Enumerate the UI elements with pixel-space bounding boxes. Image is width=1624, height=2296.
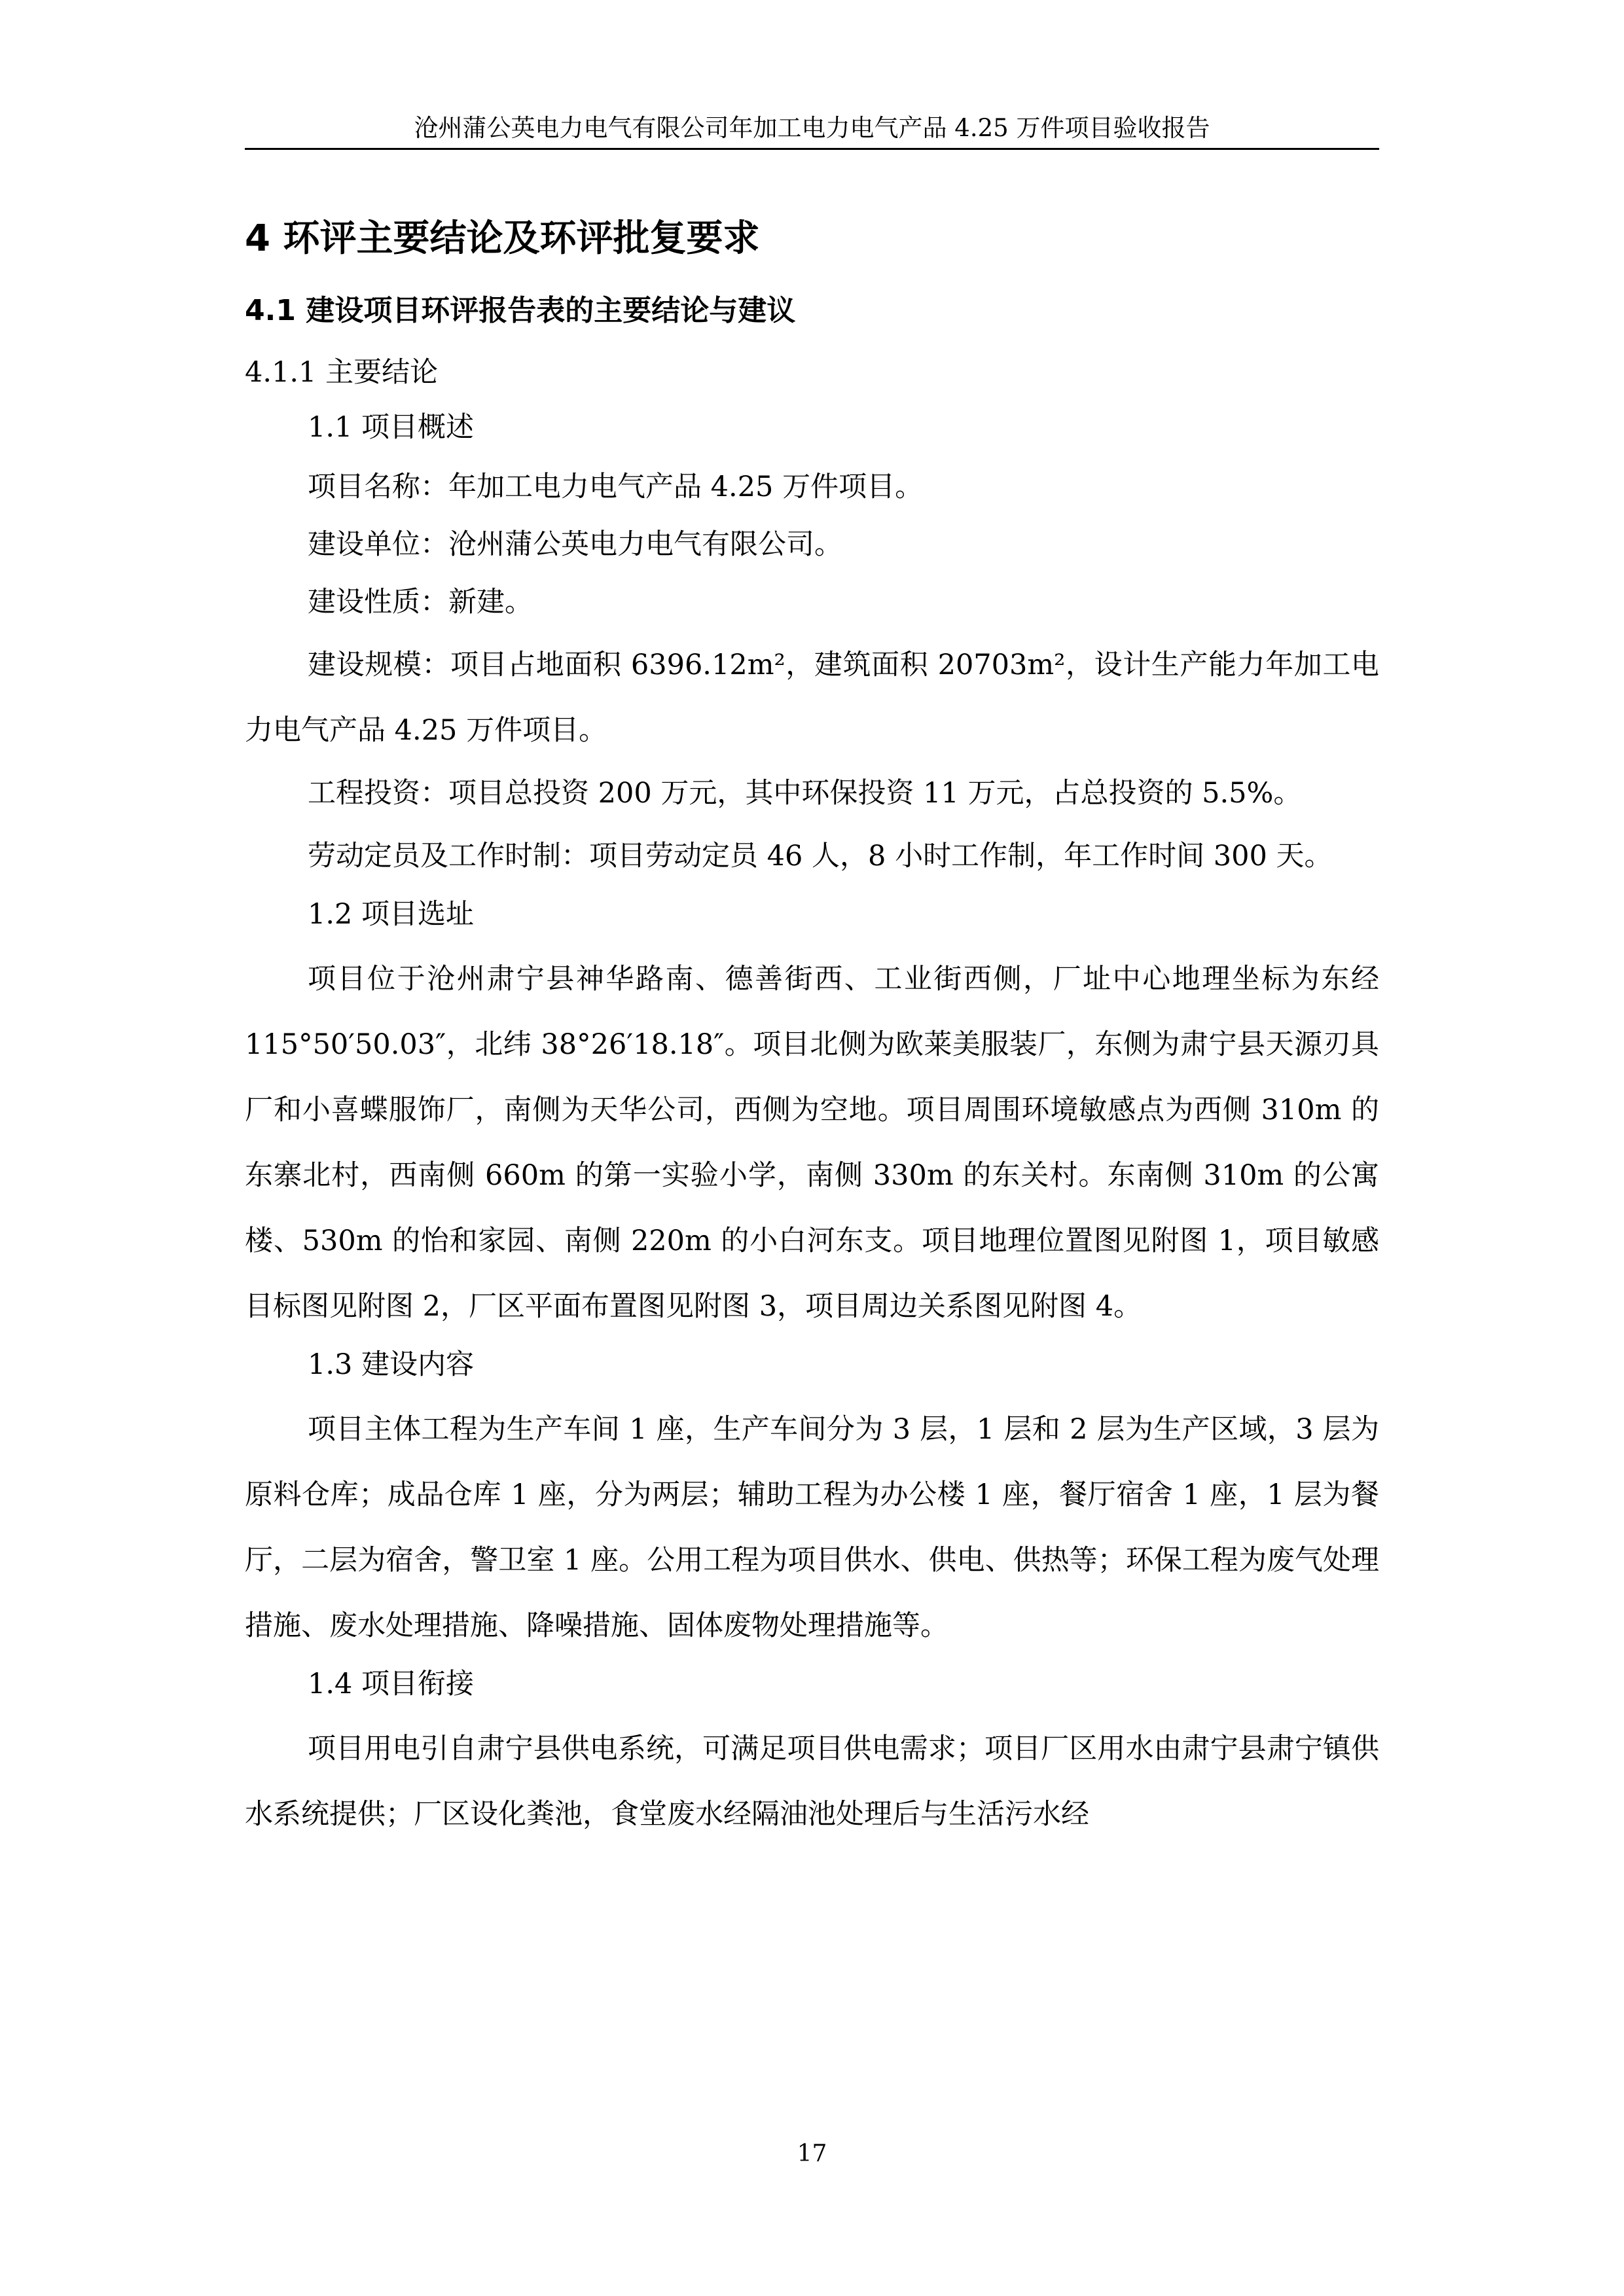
construction-content-paragraph: 项目主体工程为生产车间 1 座，生产车间分为 3 层，1 层和 2 层为生产区域，3 层为原料仓库；成品仓库 1 座，分为两层；辅助工程为办公楼 1 座，餐厅宿舍 1 座，1 层为餐厅，二层为宿舍，警卫室 1 座。公用工程为项目供水、供电、供热等；环保工程为废气处理措施、废水处理措施、降噪措施、固体废物处理措施等。 (245, 1413, 1379, 1642)
investment-paragraph: 工程投资：项目总投资 200 万元，其中环保投资 11 万元，占总投资的 5.5%。 (308, 777, 1302, 810)
page-number: 17 (797, 2140, 827, 2167)
location-paragraph: 项目位于沧州肃宁县神华路南、德善街西、工业街西侧，厂址中心地理坐标为东经 115°50′50.03″，北纬 38°26′18.18″。项目北侧为欧莱美服装厂，东侧为肃宁县天源刃具厂和小喜蝶服饰厂，南侧为天华公司，西侧为空地。项目周围环境敏感点为西侧 310m 的东寨北村，西南侧 660m 的第一实验小学，南侧 330m 的东关村。东南侧 310m 的公寓楼、530m 的怡和家园、南侧 220m 的小白河东支。项目地理位置图见附图 1，项目敏感目标图见附图 2，厂区平面布置图见附图 3，项目周边关系图见附图 4。 (245, 963, 1379, 1323)
project-name-paragraph: 项目名称：年加工电力电气产品 4.25 万件项目。 (308, 471, 924, 503)
construction-unit-paragraph: 建设单位：沧州蒲公英电力电气有限公司。 (308, 528, 842, 561)
staffing-paragraph: 劳动定员及工作时制：项目劳动定员 46 人，8 小时工作制，年工作时间 300 天。 (308, 840, 1333, 872)
connection-heading: 1.4 项目衔接 (308, 1668, 475, 1700)
construction-content-heading: 1.3 建设内容 (308, 1348, 475, 1381)
connection-paragraph: 项目用电引自肃宁县供电系统，可满足项目供电需求；项目厂区用水由肃宁县肃宁镇供水系统提供；厂区设化粪池，食堂废水经隔油池处理后与生活污水经 (245, 1732, 1379, 1831)
location-heading: 1.2 项目选址 (308, 898, 475, 931)
chapter-heading: 4 环评主要结论及环评批复要求 (245, 217, 760, 260)
section-heading: 4.1 建设项目环评报告表的主要结论与建议 (245, 294, 796, 327)
page-content (245, 209, 1379, 1850)
construction-nature-paragraph: 建设性质：新建。 (308, 586, 533, 619)
subsection-heading: 4.1.1 主要结论 (245, 356, 439, 389)
overview-heading: 1.1 项目概述 (308, 411, 475, 444)
running-header: 沧州蒲公英电力电气有限公司年加工电力电气产品 4.25 万件项目验收报告 (245, 109, 1379, 150)
construction-scale-paragraph: 建设规模：项目占地面积 6396.12m²，建筑面积 20703m²，设计生产能力年加工电力电气产品 4.25 万件项目。 (245, 649, 1379, 747)
